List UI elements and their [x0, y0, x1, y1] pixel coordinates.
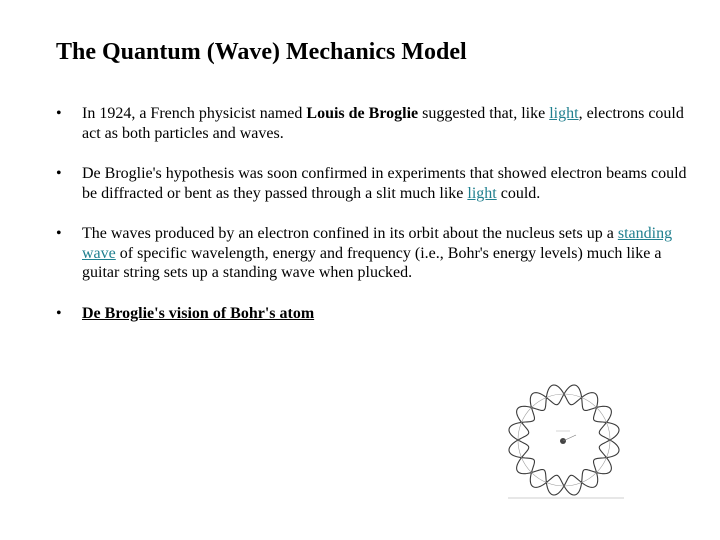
link-light[interactable]: light [467, 184, 497, 202]
radius-line [563, 435, 576, 441]
text-segment: In 1924, a French physicist named [82, 105, 307, 122]
text-segment: De Broglie's hypothesis was soon confirmed in experiments that showed electron beams could be diffracted or bent as they passed through a slit much like [82, 165, 687, 202]
text-segment: The waves produced by an electron confined in its orbit about the nucleus sets up a [82, 225, 618, 242]
bullet-list [56, 104, 696, 323]
bullet-item [56, 104, 696, 143]
bullet-item [56, 304, 696, 324]
text-segment: suggested that, like [418, 105, 550, 122]
bullet-dot-icon: • [56, 304, 62, 322]
slide-title: The Quantum (Wave) Mechanics Model [56, 39, 467, 65]
bullet-dot-icon: • [56, 165, 62, 182]
link-light[interactable]: light [549, 105, 579, 122]
bullet-dot-icon: • [56, 225, 62, 242]
text-segment: of specific wavelength, energy and frequency (i.e., Bohr's energy levels) much like a guitar string sets up a standing wave when plucked. [82, 244, 662, 281]
text-segment: could. [496, 184, 541, 202]
bullet-dot-icon: • [56, 105, 62, 122]
bullet-item [56, 164, 696, 203]
link-standing-wave[interactable]: standing wave [82, 225, 673, 262]
standing-wave-atom-icon [500, 378, 628, 502]
link-de-broglie-vision[interactable]: De Broglie's vision of Bohr's atom [82, 304, 315, 322]
bullet-item [56, 224, 696, 283]
name-de-broglie: Louis de Broglie [306, 105, 419, 122]
text-segment: , electrons could act as both particles and waves. [82, 105, 684, 142]
